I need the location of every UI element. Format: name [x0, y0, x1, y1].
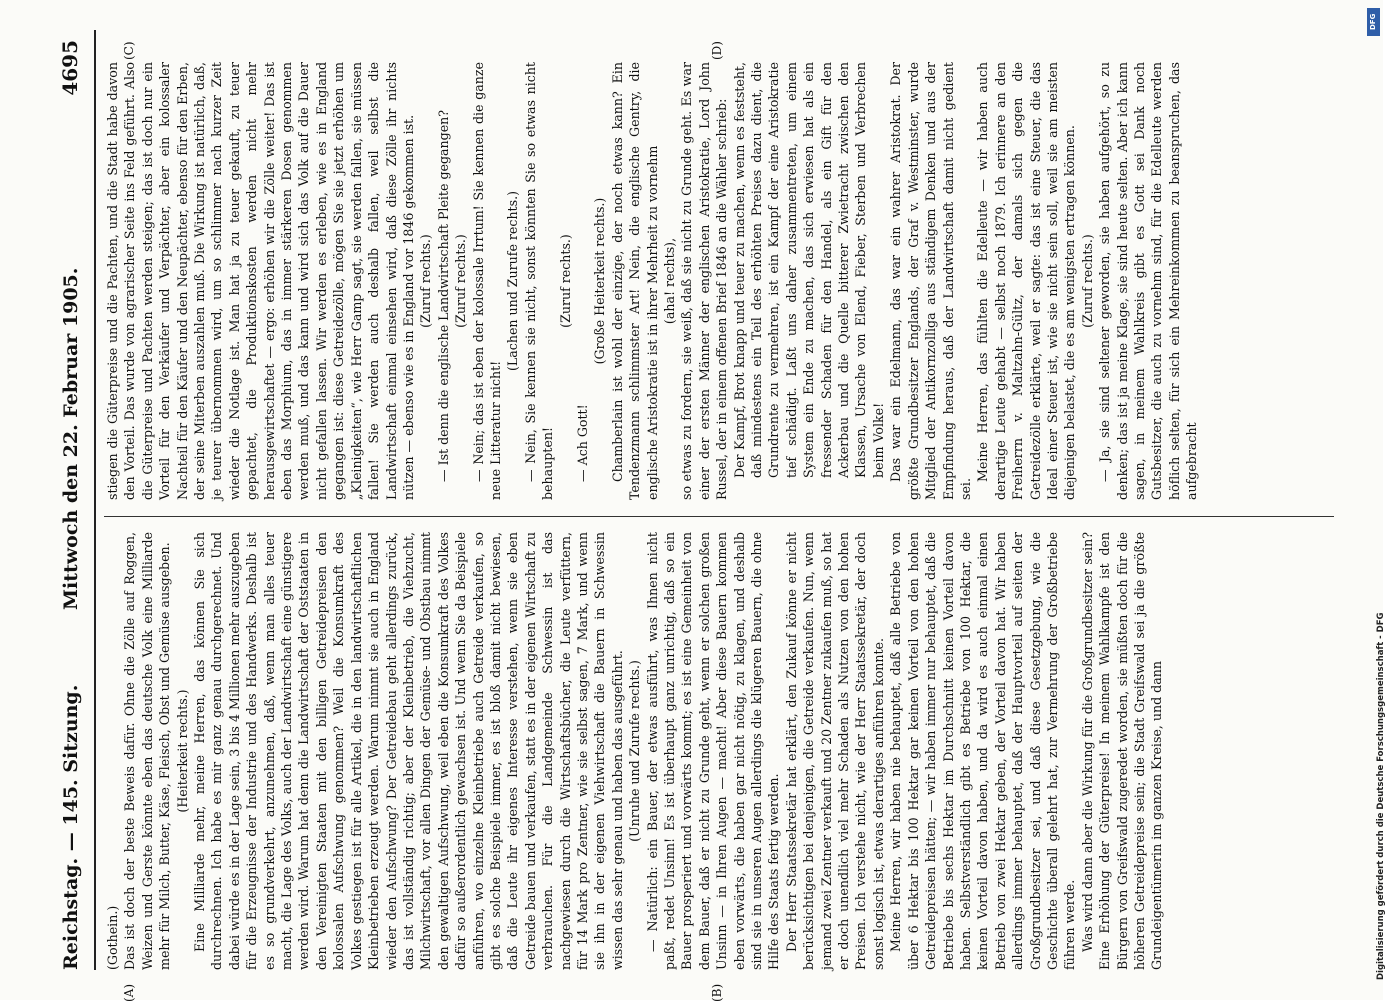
paragraph: Der Herr Staatssekretär hat erklärt, den Zukauf könne er nicht berücksichtigen bei denjenigen, die Getreide verkaufen. Nun, wenn jemand zwei Zentner verkauft und 20 Zentner zukaufen muß, so hat er doch unendlich viel mehr Schaden als Nutzen von den hohen Preisen. Ich verstehe nicht, wie der Herr Staatssekretär, der doch sonst logisch ist, etwas derartiges anführen konnte. — [783, 532, 886, 970]
paragraph: Das war ein Edelmann, das war ein wahrer Aristokrat. Der größte Grundbesitzer Englands, der Graf v. Westminster, wurde Mitglied der Antikornzolliga aus ständigem Denken und aus der Empfindung heraus, daß der Landwirtschaft damit nicht gedient sei. — [888, 62, 973, 500]
page-number: 4695 — [58, 40, 82, 96]
dfg-logo: DFG — [1367, 8, 1380, 36]
interjection: (Zuruf rechts.) — [453, 234, 469, 328]
paragraph: — Nein; das ist eben der kolossale Irrtum! Sie kennen die ganze neue Litteratur nicht! — [470, 62, 503, 500]
interjection: (Heiterkeit rechts.) — [174, 689, 190, 813]
paragraph: (Gothein.) — [105, 905, 120, 970]
interjection: (Große Heiterkeit rechts.) — [592, 197, 608, 365]
paragraph: Eine Milliarde mehr, meine Herren, das können Sie sich durchrechnen. Ich habe es mir ganz genau durchgerechnet. Und dabei würde es in der Lage sein, 3 bis 4 Millionen mehr auszugeben für die Erzeugnisse der Industrie und des Handwerks. Deshalb ist es so grundverkehrt, anzunehmen, daß, wenn man alles teuer macht, die Lage des Volks, auch der Landwirtschaft eine günstigere werden wird. Warum hat denn die Landwirtschaft der Oststaaten in den Vereinigten Staaten mit den billigen Getreidepreisen den kolossalen Aufschwung genommen? Weil die Konsumkraft des Volkes gestiegen ist für alle Artikel, die in den landwirtschaftlichen Kleinbetrieben erzeugt werden. Warum nimmt sie auch in England wieder den Aufschwung? Der Getreidebau geht allerdings zurück, das ist vollständig richtig; aber der Kleinbetrieb, die Viehzucht, Milchwirtschaft, vor allen Dingen der Gemüse- und Obstbau nimmt den gewaltigen Aufschwung, weil eben die Konsumkraft des Volkes dafür so außerordentlich gewachsen ist. Und wenn Sie da Beispiele anführen, wo einzelne Kleinbetriebe auch Getreide verkaufen, so gibt es solche Beispiele immer, es ist bloß damit nicht bewiesen, daß die Leute ihr eigenes Interesse verstehen, wenn sie eben Getreide bauen und verkaufen, statt es in der eigenen Wirtschaft zu verbrauchen. Für die Landgemeinde Schwessin ist das nachgewiesen durch die Wirtschaftsbücher, die Leute verfüttern, für 14 Mark pro Zentner, wie sie selbst sagen, 7 Mark, und wenn sie ihn in der eigenen Viehwirtschaft die Bauern in Schwessin wissen das sehr genau und haben das ausgeführt. — [192, 532, 625, 970]
paragraph: Das ist doch der beste Beweis dafür. Ohne die Zölle auf Roggen, Weizen und Gerste könnte eben das deutsche Volk eine Milliarde mehr für Milch, Butter, Käse, Fleisch, Obst und Gemüse ausgeben. — [122, 532, 173, 970]
interjection: (Zuruf rechts.) — [418, 234, 434, 328]
header-date: Mittwoch den 22. Februar 1905. — [60, 267, 82, 610]
paragraph: — Ach Gott! — [574, 404, 590, 482]
digitization-credit: Digitalisierung gefördert durch die Deutsche Forschungsgemeinschaft - DFG — [1376, 612, 1386, 980]
paragraph: Meine Herren, wir haben nie behauptet, daß alle Betriebe von über 6 Hektar bis 100 Hektar gar keinen Vorteil von den hohen Getreidepreisen hätten; — wir haben immer nur behauptet, daß die Betriebe bis sechs Hektar im Durchschnitt keinen Vorteil davon haben. Selbstverständlich gibt es Betriebe von 100 Hektar, die keinen Vorteil davon haben, und da wird es auch einmal einen Betrieb von zwei Hektar geben, der Vorteil davon hat. Wir haben allerdings immer behauptet, daß der Hauptvorteil auf seiten der Großgrundbesitzer sei, und daß diese Gesetzgebung, wie die Geschichte überall gelehrt hat, zur Vermehrung der Großbetriebe führen werde. — [888, 532, 1078, 970]
header-left: Reichstag. — 145. Sitzung. — [60, 684, 82, 970]
paragraph: — Ja, sie sind seltener geworden, sie haben aufgehört, so zu denken; das ist ja meine Klage, sie sind heute selten. Aber ich kann sagen, in meinem Wahlkreis gibt es Gott sei Dank noch Gutsbesitzer, die auch zu vornehm sind, für die Edelleute werden höflich selten, für sich ein Mehreinkommen zu beanspruchen, das aufgebracht — [1097, 62, 1200, 500]
quoted-letter: Der Kampf, Brot knapp und teuer zu machen, wenn es feststeht, daß mindestens ein Teil des erhöhten Preises dazu dient, die Grundrente zu vermehren, ist ein Kampf der eine Aristokratie tief schädigt. Laßt uns daher zusammentreten, um einem System ein Ende zu machen, das sich erwiesen hat als ein fressender Schaden für den Handel, als ein Gift für den Ackerbau und die Quelle bitterer Zwietracht zwischen den Klassen, Ursache von Elend, Fieber, Sterben und Verbrechen beim Volke! — [731, 62, 886, 478]
margin-marker-a: (A) — [122, 983, 136, 1002]
interjection: (Zuruf rechts.) — [557, 234, 573, 328]
margin-marker-c: (C) — [122, 41, 136, 60]
right-column — [104, 62, 1334, 500]
interjection: (Unruhe und Zurufe rechts.) — [627, 660, 643, 842]
running-header — [50, 30, 100, 970]
paragraph: — Ist denn die englische Landwirtschaft Pleite gegangen? — [435, 109, 451, 482]
paragraph: so etwas zu fordern, sie weiß, daß sie nicht zu Grunde geht. Es war einer der ersten Männer der englischen Aristokratie, Lord John Russel, der in einem offenen Brief 1846 an die Wähler schrieb: — [679, 62, 730, 500]
interjection: (Lachen und Zurufe rechts.) — [505, 191, 521, 371]
paragraph: — Nein, Sie kennen sie nicht, sonst könnten Sie so etwas nicht behaupten! — [522, 62, 556, 500]
column-divider — [104, 516, 1334, 517]
paragraph: stiegen die Güterpreise und die Pachten, und die Stadt habe davon den Vorteil. Das wurde von agrarischer Seite ins Feld geführt. Also die Güterpreise und Pachten werden steigen; das ist doch nur ein Vorteil für den Verkäufer und Verpächter, aber ein kolossaler Nachteil für den Käufer und den Neupächter, ebenso für den Erben, der seine Miterben auszahlen muß. Die Wirkung ist natürlich, daß, je teurer übernommen wird, um so schlimmer nach kurzer Zeit wieder die Notlage ist. Man hat ja zu teuer gekauft, zu teuer gepachtet, die Produktionskosten werden nicht mehr herausgewirtschaftet — ergo: erhöhen wir die Zölle weiter! Das ist eben das Morphium, das in immer stärkeren Dosen genommen werden muß, und das kann und wird sich das Volk auf die Dauer nicht gefallen lassen. Wir werden es erleben, wie es in England gegangen ist: diese Getreidezölle, mögen Sie sie jetzt erhöhen um „Kleinigkeiten“, wie Herr Gamp sagt, sie werden fallen, sie müssen fallen! Sie werden auch deshalb fallen, weil selbst die Landwirtschaft einmal einsehen wird, daß diese Zölle ihr nichts nützen — ebenso wie es in England vor 1846 gekommen ist. — [105, 62, 416, 500]
interjection: (aha! rechts), — [662, 237, 677, 325]
margin-marker-d: (D) — [710, 41, 724, 60]
paragraph: — Natürlich: ein Bauer, der etwas ausführt, was Ihnen nicht paßt, redet Unsinn! Es ist überhaupt ganz unrichtig, daß so ein Bauer prosperiert und vorwärts kommt; es ist eine Gemeinheit von dem Bauer, daß er nicht zu Grunde geht, wenn er solchen großen Unsinn — in Ihren Augen — macht! Aber diese Bauern kommen eben vorwärts, die haben gar nicht nötig, zu klagen, und deshalb sind sie in unseren Augen allerdings die klügeren Bauern, die ohne Hilfe des Staats fertig werden. — [644, 532, 782, 970]
interjection: (Zuruf rechts.) — [1079, 234, 1095, 328]
rotated-page-content — [50, 30, 1340, 1002]
left-column — [104, 532, 1334, 970]
header-rule — [94, 30, 96, 970]
paragraph: Was wird dann aber die Wirkung für die Großgrundbesitzer sein? Eine Erhöhung der Güterpreise! In meinem Wahlkampfe ist den Bürgern von Greifswald zugeredet worden, sie müßten doch für die höheren Getreidepreise sein; die Stadt Greifswald sei ja die größte Grundeigentümerin im ganzen Kreise, und dann — [1079, 532, 1165, 970]
paragraph: Meine Herren, das fühlten die Edelleute — wir haben auch derartige Leute gehabt — selbst noch 1879. Ich erinnere an den Freiherrn v. Maltzahn-Gültz, der damals sich gegen die Getreidezölle erklärte, weil er sagte: das ist eine Steuer, die das Ideal einer Steuer ist, wie sie nicht sein soll, weil sie am meisten diejenigen belastet, die es am wenigsten ertragen können. — [975, 62, 1078, 500]
paragraph: Chamberlain ist wohl der einzige, der noch etwas kann? Ein Tendenzmann schlimmster Art! Nein, die englische Gentry, die englische Aristokratie ist in ihrer Mehrheit zu vornehm — [609, 62, 660, 500]
margin-marker-b: (B) — [710, 983, 724, 1002]
